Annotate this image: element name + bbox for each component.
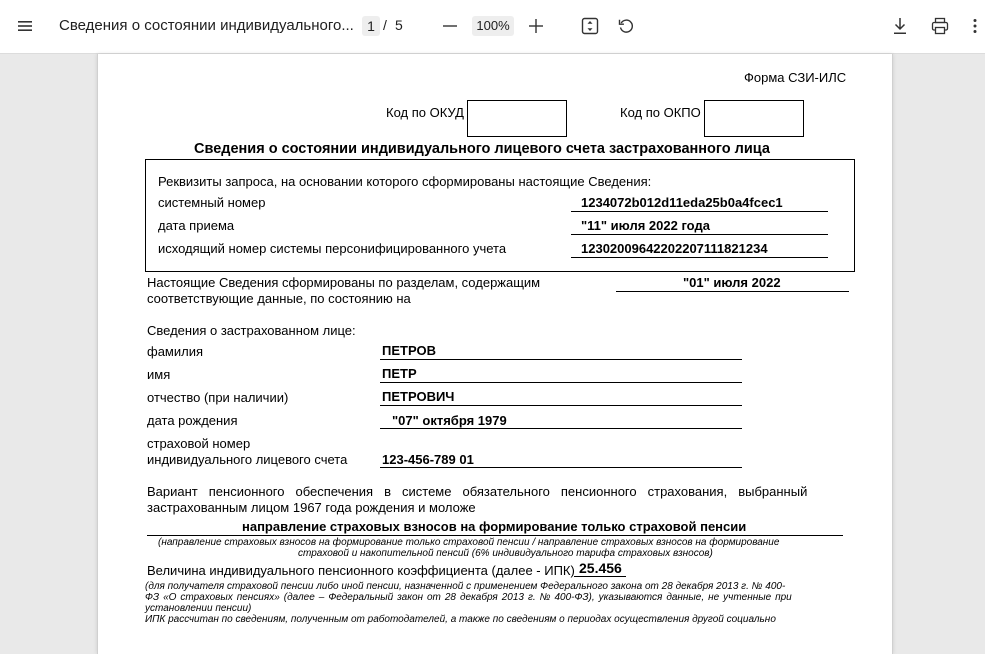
document-heading: Сведения о состоянии индивидуального лицевого счета застрахованного лица — [194, 141, 770, 157]
pension-variant-line2: застрахованным лицом 1967 года рождения и моложе — [147, 500, 476, 515]
ipk-underline — [574, 576, 626, 577]
date-received-value: "11" июля 2022 года — [581, 218, 710, 233]
document-page — [97, 54, 893, 654]
pension-variant-hint-line1: (направление страховых взносов на формирование только страховой пенсии / направление страховых взносов на формирование — [158, 537, 780, 548]
formed-date: "01" июля 2022 — [683, 275, 781, 290]
fit-page-icon[interactable] — [576, 12, 604, 40]
zoom-out-icon[interactable] — [436, 12, 464, 40]
name-underline — [380, 382, 742, 383]
outgoing-number-label: исходящий номер системы персонифицированного учета — [158, 241, 507, 256]
viewer-toolbar — [0, 0, 985, 54]
pension-variant-underline — [147, 535, 843, 536]
page-total: 5 — [395, 17, 403, 33]
ipk-note-line1: (для получателя страховой пенсии либо иной пенсии, назначенной с применением Федерального закона от 28 декабря 2013 г. № 400- — [145, 581, 786, 592]
ipk-note-line2: ФЗ «О страховых пенсиях» (далее – Федеральный закон от 28 декабря 2013 г. № 400-ФЗ), указываются данные, не учтенные при — [145, 592, 792, 603]
menu-icon[interactable] — [12, 12, 40, 40]
ipk-note-line3: установлении пенсии) — [145, 603, 252, 614]
date-received-underline — [571, 234, 828, 235]
system-number-value: 1234072b012d11eda25b0a4fcec1 — [581, 195, 783, 210]
person-section-label: Сведения о застрахованном лице: — [147, 323, 356, 338]
pension-variant-line1: Вариант пенсионного обеспечения в системе обязательного пенсионного страхования, выбранный — [147, 484, 808, 499]
snils-underline — [380, 467, 742, 468]
ipk-note-line4: ИПК рассчитан по сведениям, полученным от работодателей, а также по сведениям о периодах осуществления другой социально — [145, 614, 776, 625]
ipk-label: Величина индивидуального пенсионного коэффициента (далее - ИПК) — [147, 563, 575, 578]
formed-text-line2: соответствующие данные, по состоянию на — [147, 291, 411, 306]
name-label: имя — [147, 367, 171, 382]
birth-date-value: "07" октября 1979 — [392, 413, 507, 428]
request-intro: Реквизиты запроса, на основании которого сформированы настоящие Сведения: — [158, 174, 652, 189]
system-number-underline — [571, 211, 828, 212]
birth-date-label: дата рождения — [147, 413, 238, 428]
surname-label: фамилия — [147, 344, 204, 359]
ipk-value: 25.456 — [579, 560, 622, 576]
outgoing-number-underline — [571, 257, 828, 258]
snils-label-line1: страховой номер — [147, 436, 251, 451]
document-title: Сведения о состоянии индивидуального... — [59, 17, 354, 34]
formed-date-underline — [616, 291, 849, 292]
print-icon[interactable] — [926, 12, 954, 40]
page-number-input[interactable]: 1 — [362, 16, 380, 36]
date-received-label: дата приема — [158, 218, 235, 233]
form-name: Форма СЗИ-ИЛС — [744, 70, 847, 85]
outgoing-number-value: 12302009642202207111821234 — [581, 241, 768, 256]
pension-variant-value: направление страховых взносов на формирование только страховой пенсии — [242, 519, 747, 534]
okud-label: Код по ОКУД — [386, 105, 464, 120]
okpo-code-box — [704, 100, 804, 137]
snils-value: 123-456-789 01 — [382, 452, 474, 467]
zoom-in-icon[interactable] — [522, 12, 550, 40]
patronymic-label: отчество (при наличии) — [147, 390, 289, 405]
rotate-icon[interactable] — [612, 12, 640, 40]
system-number-label: системный номер — [158, 195, 266, 210]
okud-code-box — [467, 100, 567, 137]
download-icon[interactable] — [886, 12, 914, 40]
name-value: ПЕТР — [382, 366, 417, 381]
surname-underline — [380, 359, 742, 360]
surname-value: ПЕТРОВ — [382, 343, 436, 358]
pension-variant-hint-line2: страховой и накопительной пенсий (6% индивидуального тарифа страховых взносов) — [298, 548, 713, 559]
more-options-icon[interactable] — [968, 12, 982, 40]
page-separator: / — [383, 17, 387, 33]
birth-date-underline — [380, 428, 742, 429]
patronymic-value: ПЕТРОВИЧ — [382, 389, 455, 404]
zoom-input[interactable]: 100% — [472, 16, 514, 36]
snils-label-line2: индивидуального лицевого счета — [147, 452, 348, 467]
patronymic-underline — [380, 405, 742, 406]
okpo-label: Код по ОКПО — [620, 105, 701, 120]
formed-text-line1: Настоящие Сведения сформированы по разделам, содержащим — [147, 275, 541, 290]
